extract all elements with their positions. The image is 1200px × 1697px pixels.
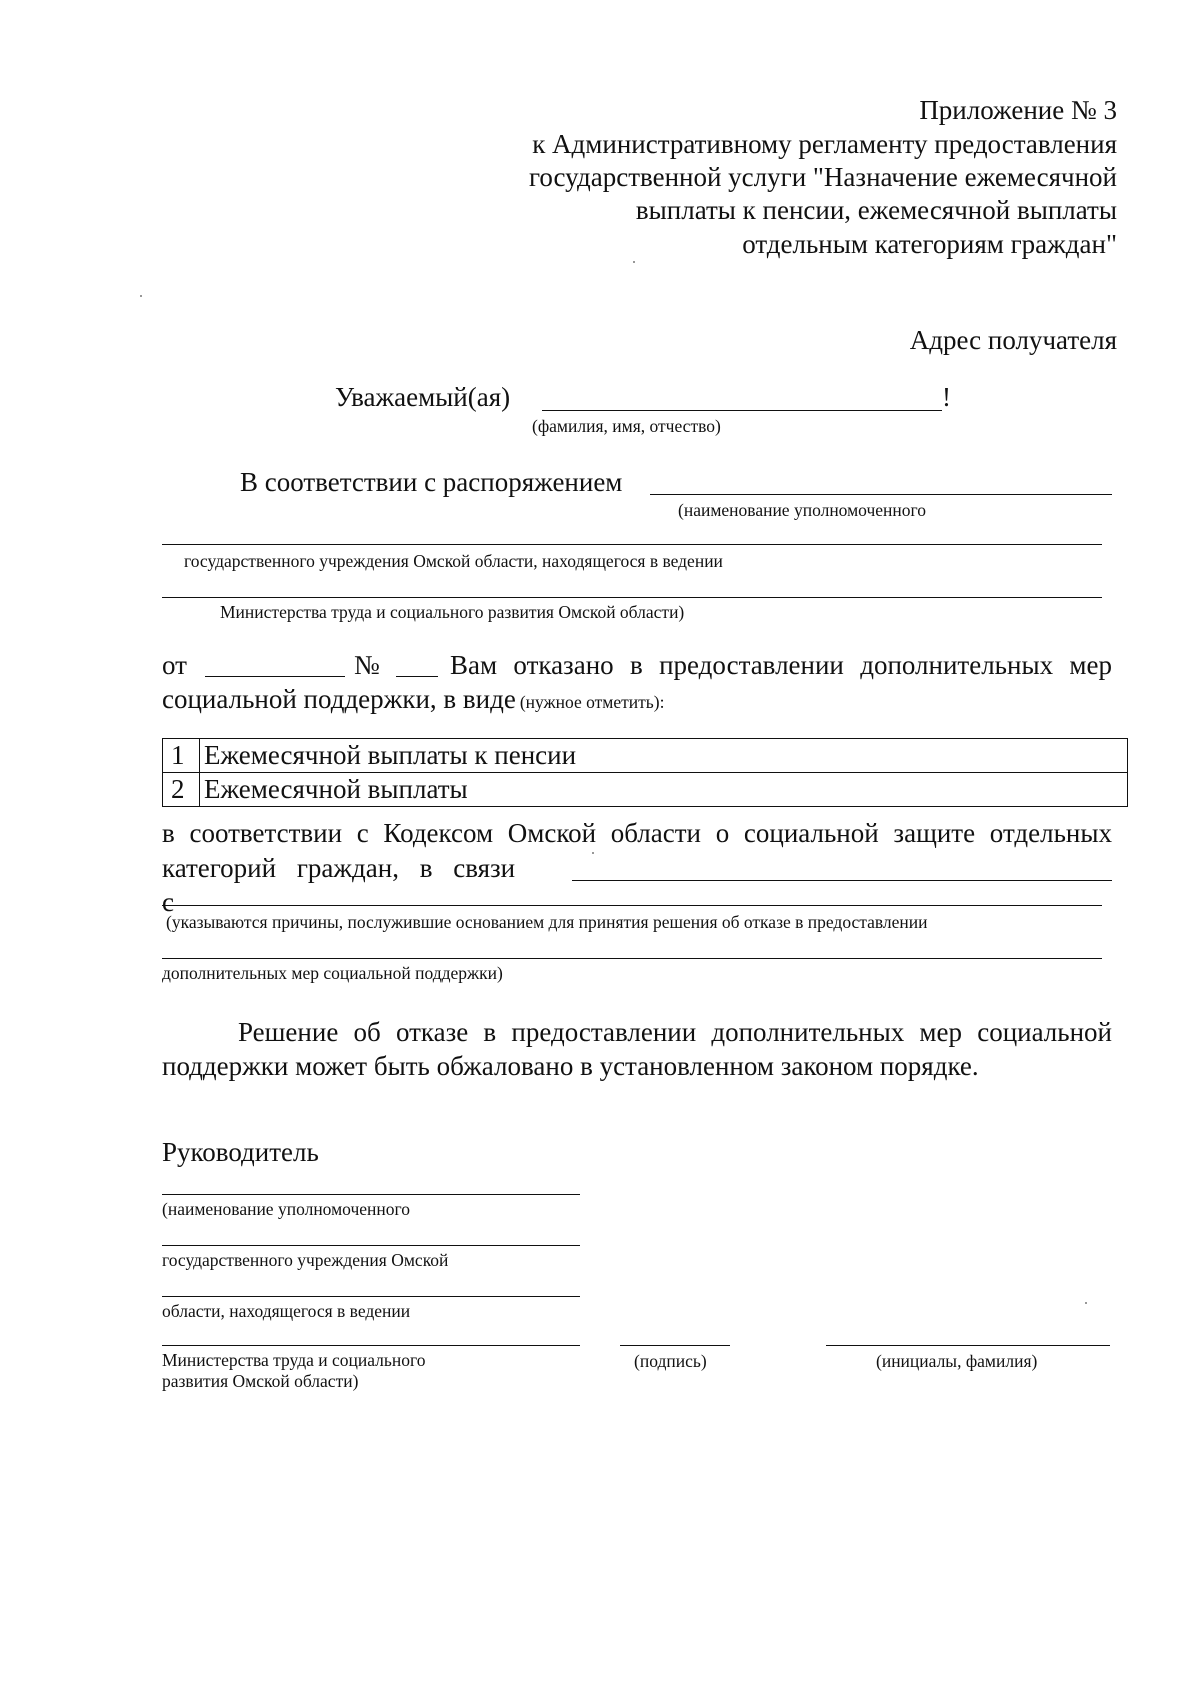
date-underline xyxy=(205,676,345,677)
order-underline-2 xyxy=(162,544,1102,545)
refusal-text-2: социальной поддержки, в виде xyxy=(162,684,516,714)
signature-caption-1: (наименование уполномоченного xyxy=(162,1199,411,1219)
initials-caption: (инициалы, фамилия) xyxy=(876,1351,1038,1371)
sign-caption: (подпись) xyxy=(634,1351,707,1371)
number-underline xyxy=(396,676,438,677)
header-line-2: к Административному регламенту предоставления xyxy=(532,129,1117,159)
order-label: В соответствии с распоряжением xyxy=(240,467,623,497)
signature-underline-3 xyxy=(162,1296,580,1297)
greeting-exclamation: ! xyxy=(942,382,951,412)
order-caption-2: государственного учреждения Омской области, находящегося в ведении xyxy=(184,551,723,571)
header-line-4: выплаты к пенсии, ежемесячной выплаты xyxy=(635,195,1117,225)
signature-caption-3: области, находящегося в ведении xyxy=(162,1301,411,1321)
refusal-number-sign: № xyxy=(354,650,380,680)
header-line-3: государственной услуги "Назначение ежемесячной xyxy=(528,162,1117,192)
signature-underline-1 xyxy=(162,1194,580,1195)
name-caption: (фамилия, имя, отчество) xyxy=(532,416,721,436)
sign-underline xyxy=(620,1345,730,1346)
option-label: Ежемесячной выплаты к пенсии xyxy=(200,739,1128,773)
name-underline xyxy=(542,410,942,411)
appeal-line-1: Решение об отказе в предоставлении дополнительных мер социальной xyxy=(238,1017,1112,1047)
signature-caption-5: развития Омской области) xyxy=(162,1371,359,1391)
scan-speck xyxy=(140,295,142,297)
header-line-1: Приложение № 3 xyxy=(919,95,1117,125)
options-table xyxy=(162,738,1128,807)
refusal-from: от xyxy=(162,650,187,680)
table-row xyxy=(163,773,1128,807)
scan-speck xyxy=(592,852,594,854)
table-row xyxy=(163,739,1128,773)
reason-underline-2 xyxy=(162,905,1102,906)
option-number: 2 xyxy=(163,773,200,807)
reason-underline-3 xyxy=(162,958,1102,959)
reason-line-1: в соответствии с Кодексом Омской области о социальной защите отдельных xyxy=(162,818,1112,848)
refusal-line-2 xyxy=(162,682,664,716)
scan-speck xyxy=(633,261,635,263)
scan-speck xyxy=(1085,1302,1087,1304)
initials-underline xyxy=(826,1345,1110,1346)
order-caption-3: Министерства труда и социального развития Омской области) xyxy=(220,602,685,622)
option-label: Ежемесячной выплаты xyxy=(200,773,1128,807)
reason-caption-1: (указываются причины, послужившие основанием для принятия решения об отказе в предоставлении xyxy=(166,912,928,932)
signature-caption-4: Министерства труда и социального xyxy=(162,1350,426,1370)
greeting-label: Уважаемый(ая) xyxy=(335,382,511,412)
signature-underline-4 xyxy=(162,1345,580,1346)
signature-title: Руководитель xyxy=(162,1137,319,1167)
order-underline xyxy=(650,494,1112,495)
refusal-text-1: Вам отказано в предоставлении дополнительных мер xyxy=(450,650,1112,680)
signature-underline-2 xyxy=(162,1245,580,1246)
order-caption-1: (наименование уполномоченного xyxy=(678,500,927,520)
reason-underline xyxy=(572,880,1112,881)
order-underline-3 xyxy=(162,597,1102,598)
option-number: 1 xyxy=(163,739,200,773)
recipient-address: Адрес получателя xyxy=(909,325,1117,355)
reason-caption-2: дополнительных мер социальной поддержки) xyxy=(162,963,503,983)
refusal-note: (нужное отметить): xyxy=(519,692,665,712)
signature-caption-2: государственного учреждения Омской xyxy=(162,1250,449,1270)
reason-line-2: категорий граждан, в связи с xyxy=(162,853,516,917)
header-line-5: отдельным категориям граждан" xyxy=(742,229,1117,259)
appeal-line-2: поддержки может быть обжаловано в установленном законом порядке. xyxy=(162,1051,979,1081)
